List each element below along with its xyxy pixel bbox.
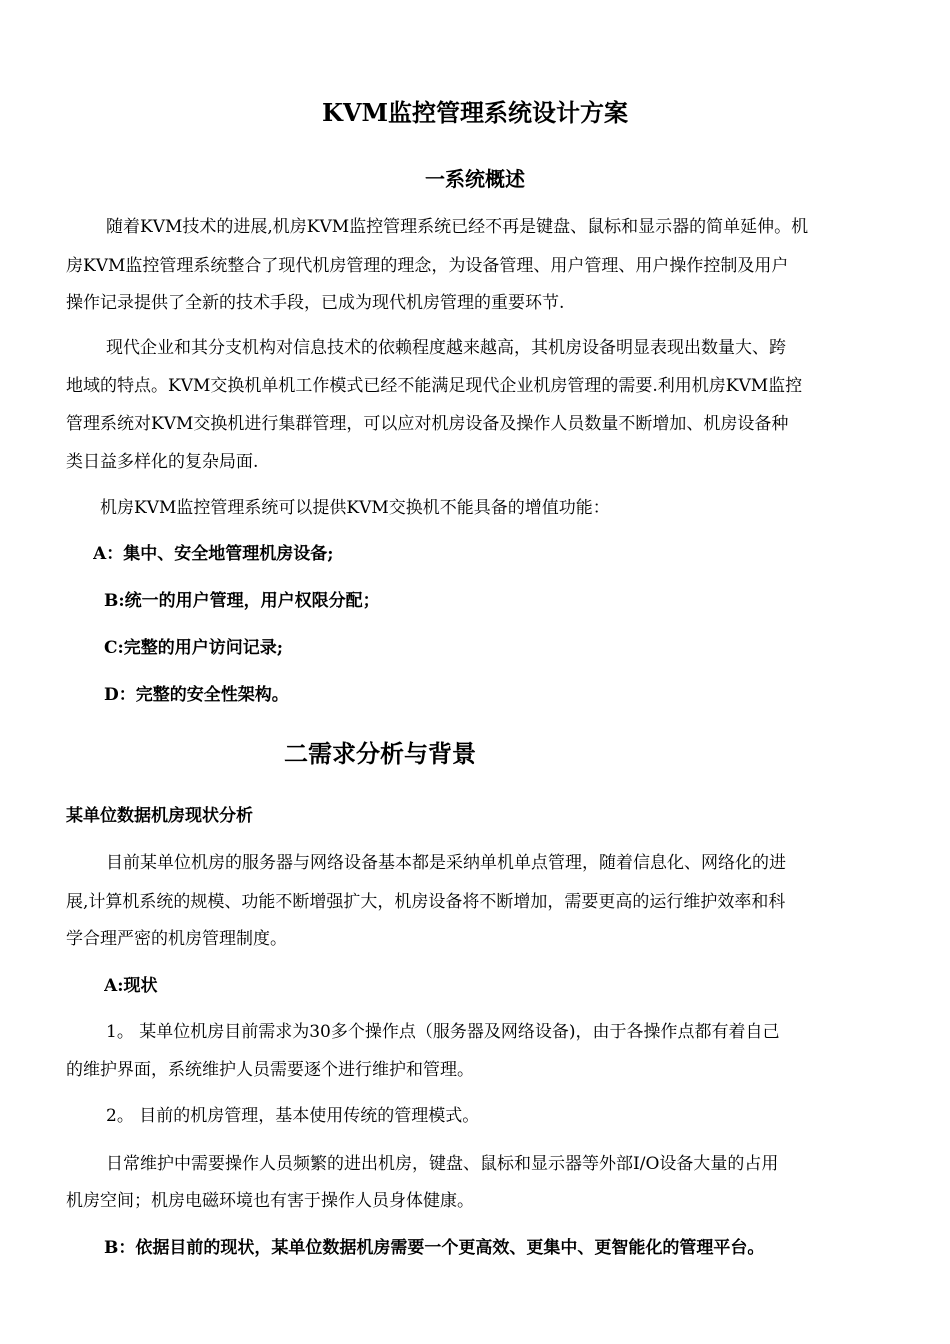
section1-para2-line: 现代企业和其分支机构对信息技术的依赖程度越来越高，其机房设备明显表现出数量大、跨 <box>106 338 786 358</box>
feature-item-b: B:统一的用户管理，用户权限分配； <box>104 591 380 611</box>
point1-line: 的维护界面，系统维护人员需要逐个进行维护和管理。 <box>66 1060 474 1080</box>
section2-para1-line: 目前某单位机房的服务器与网络设备基本都是采纳单机单点管理，随着信息化、网络化的进 <box>106 853 786 873</box>
feature-item-d: D：完整的安全性架构。 <box>104 685 289 705</box>
point2: 2。 目前的机房管理，基本使用传统的管理模式。 <box>106 1106 480 1126</box>
section1-para2-line: 地域的特点。KVM交换机单机工作模式已经不能满足现代企业机房管理的需要.利用机房KVM监控 <box>66 376 803 396</box>
section2-subheading: 某单位数据机房现状分析 <box>66 806 253 826</box>
feature-item-c: C:完整的用户访问记录; <box>104 638 284 658</box>
document-title: KVM监控管理系统设计方案 <box>321 98 629 127</box>
section2-para1-line: 学合理严密的机房管理制度。 <box>66 929 287 949</box>
section2-heading: 二需求分析与背景 <box>284 739 476 768</box>
section1-para1-line: 随着KVM技术的进展,机房KVM监控管理系统已经不再是键盘、鼠标和显示器的简单延伸。机 <box>106 217 809 237</box>
section2-para2-line: 机房空间；机房电磁环境也有害于操作人员身体健康。 <box>66 1191 474 1211</box>
status-label-a: A:现状 <box>104 976 158 996</box>
point1-line: 1。 某单位机房目前需求为30多个操作点（服务器及网络设备)，由于各操作点都有着自己 <box>106 1022 780 1042</box>
section1-para3: 机房KVM监控管理系统可以提供KVM交换机不能具备的增值功能： <box>100 498 610 518</box>
section1-para2-line: 管理系统对KVM交换机进行集群管理，可以应对机房设备及操作人员数量不断增加、机房设备种 <box>66 414 789 434</box>
section2-para2-line: 日常维护中需要操作人员频繁的进出机房，键盘、鼠标和显示器等外部I/O设备大量的占用 <box>106 1154 779 1174</box>
section1-para2-line: 类日益多样化的复杂局面. <box>66 452 259 472</box>
status-label-b: B：依据目前的现状，某单位数据机房需要一个更高效、更集中、更智能化的管理平台。 <box>104 1238 765 1258</box>
feature-item-a: A：集中、安全地管理机房设备; <box>93 544 334 564</box>
section1-para1-line: 房KVM监控管理系统整合了现代机房管理的理念，为设备管理、用户管理、用户操作控制及用户 <box>66 256 789 276</box>
section2-para1-line: 展,计算机系统的规模、功能不断增强扩大，机房设备将不断增加，需要更高的运行维护效率和科 <box>66 892 786 912</box>
section1-para1-line: 操作记录提供了全新的技术手段，已成为现代机房管理的重要环节. <box>66 293 565 313</box>
section1-heading: 一系统概述 <box>425 167 525 191</box>
